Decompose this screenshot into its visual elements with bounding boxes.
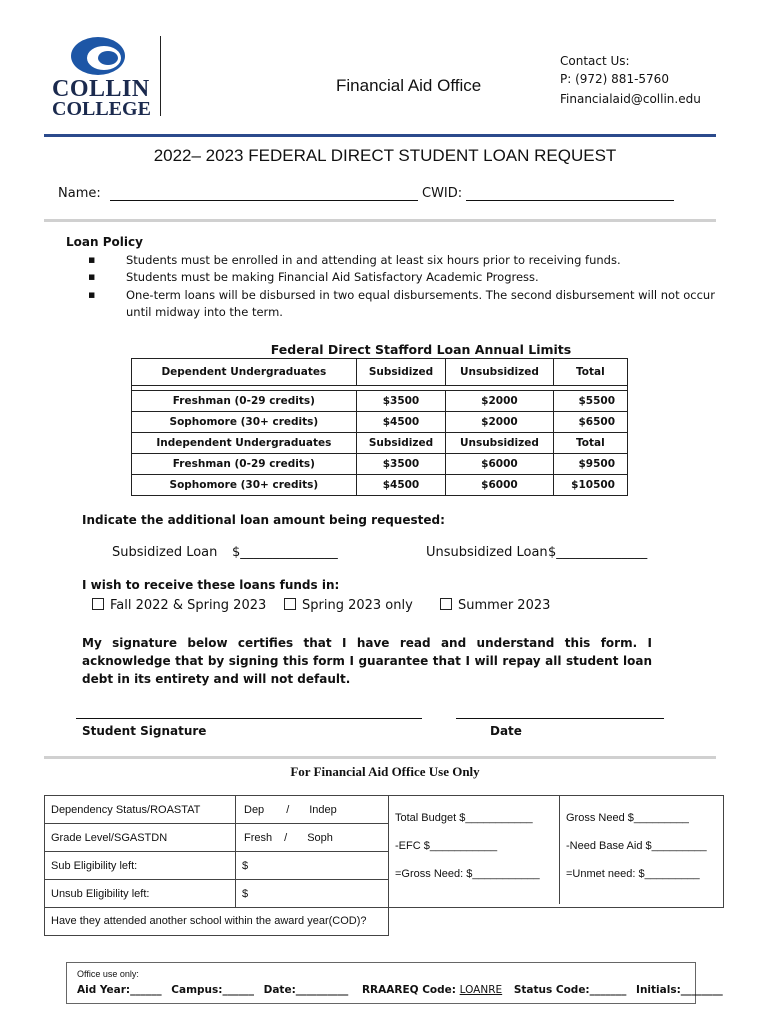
office-use-heading: For Financial Aid Office Use Only (290, 764, 480, 779)
status-code-field[interactable]: Status Code:_______ (513, 984, 627, 996)
footer-codes (77, 984, 723, 996)
table-row (132, 359, 628, 386)
efc-field[interactable]: -EFC $___________ (395, 840, 498, 852)
contact-label: Contact Us: (560, 54, 630, 68)
table-row (132, 412, 628, 433)
table-cell: Have they attended another school within the award year(COD)? (45, 908, 389, 936)
rraareq-label: RRAAREQ Code: (361, 984, 456, 996)
table-cell: Unsubsidized (446, 359, 553, 386)
initials-field[interactable]: Initials:________ (636, 984, 723, 996)
table-cell: Dep / Indep (236, 796, 389, 824)
table-cell: Unsubsidized (446, 433, 553, 454)
student-signature-line[interactable] (76, 718, 422, 719)
table-row (132, 391, 628, 412)
unsubsidized-amount-field[interactable]: $______________ (548, 545, 648, 560)
office-only-label: Office use only: (77, 969, 139, 979)
logo-swoosh-icon (70, 36, 126, 78)
policy-item: One-term loans will be disbursed in two equal disbursements. The second disbursement will not occur until midway into the term. (126, 288, 715, 319)
campus-field[interactable]: Campus:______ (171, 984, 254, 996)
date-line[interactable] (456, 718, 664, 719)
checkbox-icon[interactable] (440, 598, 452, 610)
table-cell: $4500 (356, 475, 446, 496)
gross-need-calc-field[interactable]: =Gross Need: $___________ (395, 868, 540, 880)
header-rule (44, 134, 716, 137)
need-base-aid-field[interactable]: -Need Base Aid $_________ (566, 840, 707, 852)
table-cell: Subsidized (356, 359, 446, 386)
table-cell: Grade Level/SGASTDN (45, 824, 236, 852)
cwid-field[interactable] (466, 200, 674, 201)
office-only-box (66, 962, 723, 1004)
table-cell: Sophomore (30+ credits) (132, 475, 357, 496)
logo-text-collin: COLLIN (52, 76, 150, 102)
contact-email: Financialaid@collin.edu (560, 92, 701, 106)
table-cell: Freshman (0-29 credits) (132, 391, 357, 412)
unsubsidized-label: Unsubsidized Loan (426, 545, 548, 560)
footer-date-field[interactable]: Date:__________ (263, 984, 349, 996)
logo-text-college: COLLEGE (52, 98, 151, 120)
section-rule (44, 219, 716, 222)
college-logo (52, 36, 162, 118)
table-cell[interactable]: $ (236, 852, 389, 880)
table-cell: Dependent Undergraduates (132, 359, 357, 386)
table-cell[interactable]: $ (236, 880, 389, 908)
table-cell: $3500 (356, 454, 446, 475)
table-cell: $4500 (356, 412, 446, 433)
total-budget-field[interactable]: Total Budget $___________ (395, 812, 533, 824)
policy-item: Students must be enrolled in and attending at least six hours prior to receiving funds. (126, 253, 621, 267)
receive-label: I wish to receive these loans funds in: (82, 578, 340, 592)
limits-title: Federal Direct Stafford Loan Annual Limits (270, 342, 572, 357)
gross-need-field[interactable]: Gross Need $_________ (566, 812, 689, 824)
contact-phone: P: (972) 881-5760 (560, 72, 669, 86)
limits-table (131, 358, 628, 496)
office-title: Financial Aid Office (336, 76, 482, 95)
logo-divider (160, 36, 161, 116)
checkbox-icon[interactable] (92, 598, 104, 610)
checkbox-icon[interactable] (284, 598, 296, 610)
name-field[interactable] (110, 200, 418, 201)
aid-year-field[interactable]: Aid Year:______ (77, 984, 162, 996)
option-fall-spring[interactable] (92, 598, 266, 613)
table-cell: Sub Eligibility left: (45, 852, 236, 880)
table-cell: $9500 (553, 454, 627, 475)
table-cell: Independent Undergraduates (132, 433, 357, 454)
table-cell: $6500 (553, 412, 627, 433)
table-cell: $2000 (446, 391, 553, 412)
table-cell: Total (553, 359, 627, 386)
section-rule (44, 756, 716, 759)
table-cell: Sophomore (30+ credits) (132, 412, 357, 433)
policy-heading: Loan Policy (66, 235, 143, 249)
date-label: Date (490, 724, 522, 738)
table-row (45, 796, 724, 824)
budget-cell (389, 796, 724, 908)
table-cell: $6000 (446, 454, 553, 475)
table-cell: Subsidized (356, 433, 446, 454)
table-cell: Dependency Status/ROASTAT (45, 796, 236, 824)
table-row (132, 454, 628, 475)
cwid-label: CWID: (422, 186, 463, 201)
table-cell (389, 908, 724, 936)
option-spring[interactable] (284, 598, 413, 613)
table-cell: Total (553, 433, 627, 454)
certification-text: My signature below certifies that I have read and understand this form. I acknowledge that by signing this form I guarantee that I will repay all student loan debt in its entirety and will not default. (82, 636, 652, 686)
bullet-icon: ▪ (88, 253, 96, 266)
unmet-need-field[interactable]: =Unmet need: $_________ (566, 868, 700, 880)
loanre-code: LOANRE (459, 984, 503, 996)
table-cell: Freshman (0-29 credits) (132, 454, 357, 475)
table-cell: Fresh / Soph (236, 824, 389, 852)
table-cell: $6000 (446, 475, 553, 496)
student-signature-label: Student Signature (82, 724, 207, 738)
table-cell: $10500 (553, 475, 627, 496)
table-row (45, 908, 724, 936)
bullet-icon: ▪ (88, 288, 96, 301)
indicate-label: Indicate the additional loan amount being requested: (82, 513, 445, 527)
name-label: Name: (58, 186, 101, 201)
subsidized-label: Subsidized Loan (112, 545, 218, 560)
option-summer[interactable] (440, 598, 550, 613)
policy-item: Students must be making Financial Aid Satisfactory Academic Progress. (126, 270, 539, 284)
option-label: Summer 2023 (458, 598, 551, 613)
table-cell: Unsub Eligibility left: (45, 880, 236, 908)
table-cell: $3500 (356, 391, 446, 412)
option-label: Spring 2023 only (302, 598, 413, 613)
option-label: Fall 2022 & Spring 2023 (110, 598, 267, 613)
table-cell: $5500 (553, 391, 627, 412)
bullet-icon: ▪ (88, 270, 96, 283)
page-title: 2022– 2023 FEDERAL DIRECT STUDENT LOAN REQUEST (153, 146, 617, 165)
table-row (132, 433, 628, 454)
table-cell: $2000 (446, 412, 553, 433)
subsidized-amount-field[interactable]: $_______________ (232, 545, 338, 560)
table-row (132, 475, 628, 496)
office-use-table (44, 795, 724, 936)
